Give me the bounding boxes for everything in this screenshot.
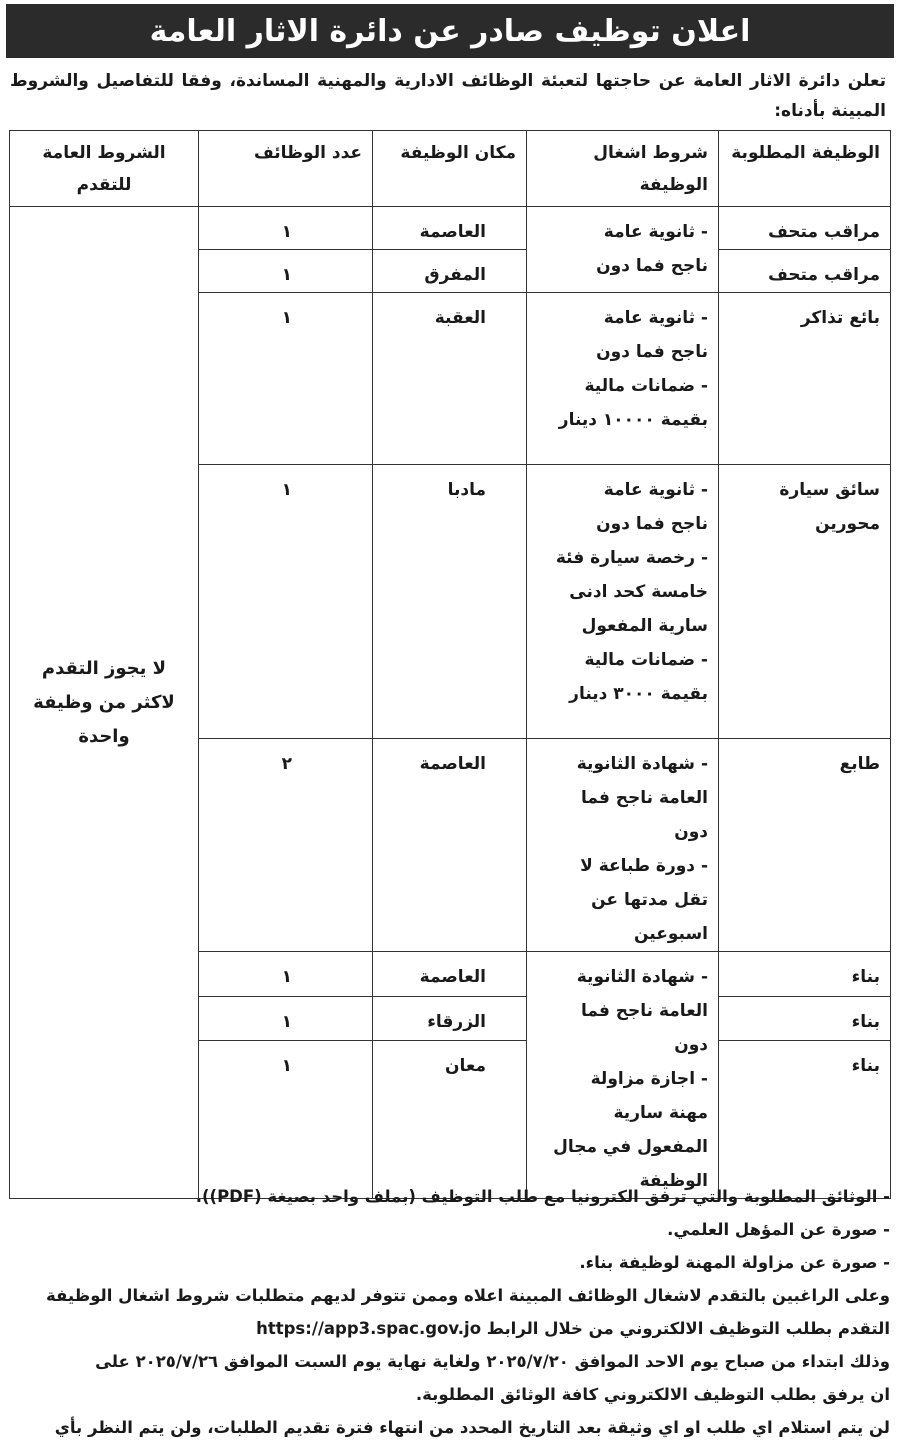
job-cell: سائق سيارة محورين [719,465,891,739]
job-cell: مراقب متحف [719,207,891,250]
apply-instructions: وعلى الراغبين بالتقدم لاشغال الوظائف المبينة اعلاه وممن تتوفر لديهم متطلبات شروط اشغال الوظيفة [46,1286,890,1305]
apply-link-text: التقدم بطلب التوظيف الالكتروني من خلال الرابط [486,1319,890,1338]
jobs-table [9,130,891,1199]
header-location: مكان الوظيفة [373,131,527,207]
job-cell: بناء [719,1041,891,1199]
footer-notes [10,1180,890,1444]
announcement-title: اعلان توظيف صادر عن دائرة الاثار العامة [6,4,894,58]
location-cell: معان [373,1041,527,1199]
attachments-line: ان يرفق بطلب التوظيف الالكتروني كافة الوثائق المطلوبة. [415,1385,890,1404]
location-cell: العاصمة [373,207,527,250]
header-general: الشروط العامة للتقدم [10,131,199,207]
conditions-cell: - ثانوية عامة ناجح فما دون - رخصة سيارة فئة خامسة كحد ادنى سارية المفعول - ضمانات مالية بقيمة ٣٠٠٠ دينار [527,465,719,739]
job-cell: مراقب متحف [719,250,891,293]
header-job: الوظيفة المطلوبة [719,131,891,207]
header-count: عدد الوظائف [199,131,373,207]
location-cell: مادبا [373,465,527,739]
count-cell: ١ [199,465,373,739]
application-link[interactable]: https://app3.spac.gov.jo [256,1319,482,1338]
header-conditions: شروط اشغال الوظيفة [527,131,719,207]
job-cell: بائع تذاكر [719,293,891,465]
job-cell: بناء [719,952,891,997]
count-cell: ٢ [199,739,373,952]
job-cell: طابع [719,739,891,952]
count-cell: ١ [199,207,373,250]
job-cell: بناء [719,996,891,1041]
general-condition-cell: لا يجوز التقدم لاكثر من وظيفة واحدة [10,207,199,1199]
required-docs-intro: - الوثائق المطلوبة والتي ترفق الكترونيا مع طلب التوظيف (بملف واحد بصيغة (PDF)). [195,1187,890,1206]
conditions-cell: - ثانوية عامة ناجح فما دون [527,207,719,293]
deadline-note: لن يتم استلام اي طلب او اي وثيقة بعد التاريخ المحدد من انتهاء فترة تقديم الطلبات، ولن يتم النظر بأي [54,1418,890,1437]
conditions-cell: - ثانوية عامة ناجح فما دون - ضمانات مالية بقيمة ١٠٠٠٠ دينار [527,293,719,465]
count-cell: ١ [199,250,373,293]
location-cell: الزرقاء [373,996,527,1041]
location-cell: العاصمة [373,952,527,997]
location-cell: العقبة [373,293,527,465]
conditions-cell: - شهادة الثانوية العامة ناجح فما دون - دورة طباعة لا تقل مدتها عن اسبوعين [527,739,719,952]
count-cell: ١ [199,996,373,1041]
intro-paragraph: تعلن دائرة الاثار العامة عن حاجتها لتعبئة الوظائف الادارية والمهنية المساندة، وفقا للتفاصيل والشروط المبينة بأدناه: [10,71,886,121]
location-cell: العاصمة [373,739,527,952]
count-cell: ١ [199,293,373,465]
count-cell: ١ [199,952,373,997]
conditions-cell: - شهادة الثانوية العامة ناجح فما دون - اجازة مزاولة مهنة سارية المفعول في مجال الوظيفة [527,952,719,1199]
required-doc-item: - صورة عن المؤهل العلمي. [667,1220,890,1239]
table-row [10,207,891,250]
apply-link-line [10,1312,890,1345]
required-doc-item: - صورة عن مزاولة المهنة لوظيفة بناء. [579,1253,890,1272]
count-cell: ١ [199,1041,373,1199]
date-range-line: وذلك ابتداء من صباح يوم الاحد الموافق ٢٠٢٥/٧/٢٠ ولغاية نهاية يوم السبت الموافق ٢٠٢٥/٧/٢٦ على [95,1352,890,1371]
location-cell: المفرق [373,250,527,293]
table-header-row [10,131,891,207]
